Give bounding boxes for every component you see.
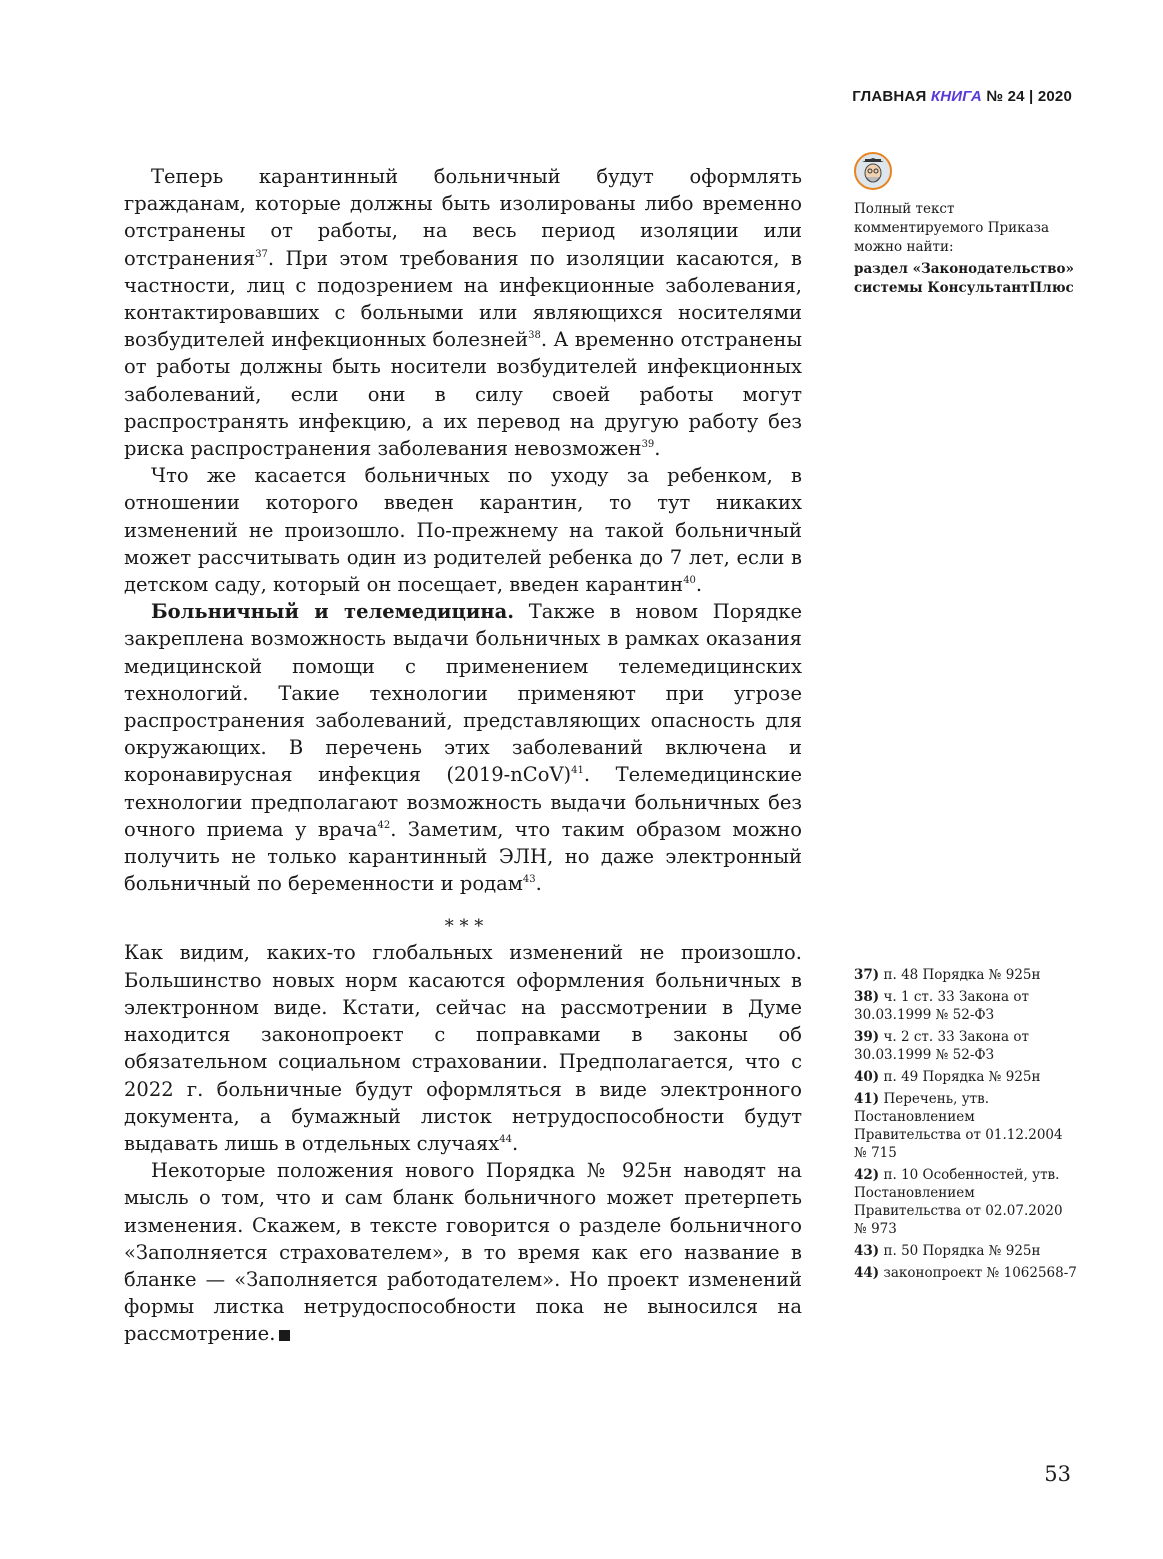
footnote-item: 39) ч. 2 ст. 33 Закона от 30.03.1999 № 52-ФЗ (854, 1029, 1029, 1063)
header-brand-main: ГЛАВНАЯ (852, 88, 927, 105)
paragraph-4: Как видим, каких-то глобальных изменений не произошло. Большинство новых норм касаются оформления больничных в электронном виде. Кстати, сейчас на рассмотрении в Думе находится законопроект с поправками в законы об обязательном социальном страховании. Предполагается, что с 2022 г. больничные будут оформляться в виде электронного документа, а бумажный листок нетрудоспособности будут выдавать лишь в отдельных случаях$^{44}$. (124, 941, 802, 1155)
footnote-ref-42[interactable]: 42 (377, 819, 391, 831)
paragraph-2: Что же касается больничных по уходу за ребенком, в отношении которого введен карантин, то тут никаких изменений не произошло. По-прежнему на такой больничный может рассчитывать один из родителей ребенка до 7 лет, если в детском саду, который он посещает, введен карантин$^{40}$. (124, 464, 802, 597)
end-of-article-icon (279, 1330, 290, 1341)
footnote-ref-38[interactable]: 38 (528, 330, 541, 342)
footnote-item: 43) п. 50 Порядка № 925н (854, 1243, 1041, 1259)
footnote-item: 37) п. 48 Порядка № 925н (854, 967, 1041, 983)
footnote-ref-41[interactable]: 41 (571, 765, 584, 777)
footnote-item: 40) п. 49 Порядка № 925н (854, 1069, 1041, 1085)
footnote-item: 38) ч. 1 ст. 33 Закона от 30.03.1999 № 52-ФЗ (854, 989, 1029, 1023)
footnote-item: 44) законопроект № 1062568-7 (854, 1265, 1077, 1281)
paragraph-5: Некоторые положения нового Порядка № 925н наводят на мысль о том, что и сам бланк больничного может претерпеть изменения. Скажем, в тексте говорится о разделе больничного «Заполняется страхователем», в то время как его название в бланке — «Заполняется работодателем». Но проект изменений формы листка нетрудоспособности пока не выносился на рассмотрение. (124, 1159, 802, 1346)
footnote-item: 42) п. 10 Особенностей, утв. Постановлением Правительства от 02.07.2020 № 973 (854, 1167, 1063, 1237)
footnotes-list (854, 966, 1079, 1286)
footnote-ref-40[interactable]: 40 (683, 575, 696, 587)
footnote-ref-37[interactable]: 37 (255, 248, 268, 260)
section-separator: * * * (444, 916, 484, 938)
magazine-header (852, 88, 1072, 105)
expert-avatar-icon (854, 152, 892, 190)
header-issue: № 24 | 2020 (986, 88, 1072, 105)
article-body (124, 163, 802, 1348)
footnote-ref-44[interactable]: 44 (499, 1133, 512, 1145)
footnote-ref-39[interactable]: 39 (641, 439, 655, 451)
sidebar-note (854, 152, 1079, 298)
sidebar-note-link[interactable]: раздел «Законодательство» системы КонсультантПлюс (854, 261, 1074, 296)
footnote-item: 41) Перечень, утв. Постановлением Правительства от 01.12.2004 № 715 (854, 1091, 1063, 1161)
paragraph-1: Теперь карантинный больничный будут оформлять гражданам, которые должны быть изолированы либо временно отстранены от работы, на весь период изоляции или отстранения$^{37}$. При этом требования по изоляции касаются, в частности, лиц с подозрением на инфекционные заболевания, контактировавших с больными или являющихся носителями возбудителей инфекционных болезней$^{38}$. А временно отстранены от работы должны быть носители возбудителей инфекционных заболеваний, если они в силу своей работы могут распространять инфекцию, а их перевод на другую работу без риска распространения заболевания невозможен$^{39}$. (124, 165, 802, 461)
section-heading: Больничный и телемедицина. (151, 600, 515, 624)
paragraph-3: Больничный и телемедицина. Также в новом Порядке закреплена возможность выдачи больничных в рамках оказания медицинской помощи с применением телемедицинских технологий. Такие технологии применяют при угрозе распространения заболеваний, представляющих опасность для окружающих. В перечень этих заболеваний включена и коронавирусная инфекция (2019-nCoV)$^{41}$. Телемедицинские технологии предполагают возможность выдачи больничных без очного приема у врача$^{42}$. Заметим, что таким образом можно получить не только карантинный ЭЛН, но даже электронный больничный по беременности и родам$^{43}$. (124, 600, 802, 896)
footnote-ref-43[interactable]: 43 (522, 874, 536, 886)
sidebar-note-text: Полный текст комментируемого Приказа можно найти: (854, 201, 1050, 255)
page-number: 53 (1044, 1462, 1071, 1486)
header-brand-accent: КНИГА (930, 88, 982, 105)
